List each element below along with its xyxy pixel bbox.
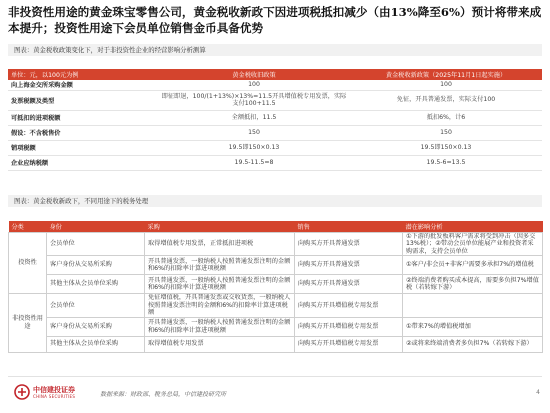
sales-cell: 向购买方开具普通发票 [295, 275, 403, 294]
old-value: 即征即退，100/(1+13%)×13%=11.5开具增值税专用发票，实际支付100+11.5 [158, 90, 350, 110]
logo-name-en: CHINA SECURITIES [33, 393, 76, 399]
purchase-cell: 开具普通发票，一般纳税人按照普通发票注明的金额和6%的扣除率计算进项税额 [145, 317, 295, 336]
table-row [9, 275, 543, 294]
logo-name-cn: 中信建投证券 [33, 385, 75, 394]
table-row [9, 336, 543, 352]
sales-cell: 向购买方开具增值税专用发票 [295, 336, 403, 352]
new-value: 免征，开具普通发票，实际支付100 [350, 90, 542, 110]
row-label: 假设：不含税售价 [8, 125, 158, 140]
impact-cell: ①客户/非会员+非客户需要多承担7%的增值税 [403, 256, 543, 275]
header-identity: 身份 [47, 221, 145, 232]
identity-cell: 客户身份从交易所采购 [47, 317, 145, 336]
table-row [9, 256, 543, 275]
purchase-cell: 开具普通发票，一般纳税人按照普通发票注明的金额和6%的扣除率计算进项税额 [145, 256, 295, 275]
page-number: 4 [536, 389, 540, 396]
impact-cell: ①下游的批发板料客户需求将受到冲击（因多交13%税）；②带动会员单位能展产业和投资者采购需求，支持会员单位 [403, 232, 543, 256]
page-title: 非投资性用途的黄金珠宝零售公司，黄金税收新政下因进项税抵扣减少（由13%降至6%）预计将带来成本提升；投资性用途下会员单位销售金币具备优势 [8, 5, 542, 35]
table-row [8, 140, 542, 155]
table-header-row [9, 221, 543, 232]
purchase-cell: 开具普通发票，一般纳税人按照普通发票注明的金额和6%的扣除率计算进项税额 [145, 275, 295, 294]
header-category: 分类 [9, 221, 47, 232]
impact-cell: ②终端消费者购买成本提高，需要多负担7%增值税（若转嫁下游） [403, 275, 543, 294]
new-value: 100 [350, 80, 542, 90]
table-row [9, 232, 543, 256]
caption-table1: 图表：黄金税收政策变化下，对于非投资性企业的经营影响分析测算 [8, 44, 542, 56]
new-value: 150 [350, 125, 542, 140]
row-label: 企业应纳税额 [8, 155, 158, 170]
identity-cell: 客户身份从交易所采购 [47, 256, 145, 275]
header-purchase: 采购 [145, 221, 295, 232]
sales-cell: 向购买方开具普通发票 [295, 232, 403, 256]
new-value: 抵扣6%，计6 [350, 110, 542, 125]
identity-cell: 会员单位 [47, 294, 145, 318]
row-label: 发票税额及类型 [8, 90, 158, 110]
table-row [8, 125, 542, 140]
row-label: 销项税额 [8, 140, 158, 155]
brand-logo [14, 384, 75, 400]
header-new-policy: 黄金税收新政策（2025年11月1日起实施） [350, 69, 542, 80]
new-value: 19.5-6=13.5 [350, 155, 542, 170]
purchase-cell: 取得增值税专用发票，正常抵扣进项税 [145, 232, 295, 256]
table-row [8, 110, 542, 125]
impact-cell: ②或将来终端消费者多负担7%（若转嫁下游） [403, 336, 543, 352]
table-header-row [8, 69, 542, 80]
category-cell: 投资性 [9, 232, 47, 294]
table-row [9, 294, 543, 318]
table-row [8, 80, 542, 90]
old-value: 19.5-11.5=8 [158, 155, 350, 170]
logo-icon [14, 384, 30, 400]
row-label: 可抵扣的进项税额 [8, 110, 158, 125]
new-value: 19.5即150×0.13 [350, 140, 542, 155]
caption-table2: 图表：黄金税收新政下，不同用途下的税务处理 [8, 195, 542, 207]
header-sales: 销售 [295, 221, 403, 232]
old-value: 全额抵扣，11.5 [158, 110, 350, 125]
sales-cell: 向购买方开具增值税专用发票 [295, 294, 403, 318]
impact-cell [403, 294, 543, 318]
header-unit: 单位：元，以100元为例 [8, 69, 158, 80]
footer-divider [8, 376, 542, 377]
source-note: 数据来源：财政部、税务总局，中信建投研究所 [100, 391, 227, 398]
table-row [9, 317, 543, 336]
identity-cell: 其他主体从会员单位采购 [47, 336, 145, 352]
tax-treatment-table [8, 221, 543, 353]
header-impact: 潜在影响分析 [403, 221, 543, 232]
identity-cell: 会员单位 [47, 232, 145, 256]
old-value: 150 [158, 125, 350, 140]
purchase-cell: 免征增值税，开具普通发票或交收货票，一般纳税人按照普通发票注明的金额和6%的扣除率计算进项税额 [145, 294, 295, 318]
table-row [8, 90, 542, 110]
category-cell: 非投资性用途 [9, 294, 47, 353]
old-value: 19.5即150×0.13 [158, 140, 350, 155]
identity-cell: 其他主体从会员单位采购 [47, 275, 145, 294]
impact-cell: ①带来7%的增值税增加 [403, 317, 543, 336]
policy-comparison-table [8, 69, 542, 171]
sales-cell: 向购买方开具增值税专用发票 [295, 317, 403, 336]
purchase-cell: 取得增值税专用发票 [145, 336, 295, 352]
header-old-policy: 黄金税收旧政策 [158, 69, 350, 80]
table-row [8, 155, 542, 170]
sales-cell: 向购买方开具普通发票 [295, 256, 403, 275]
old-value: 100 [158, 80, 350, 90]
row-label: 向上海金交所采购金额 [8, 80, 158, 90]
